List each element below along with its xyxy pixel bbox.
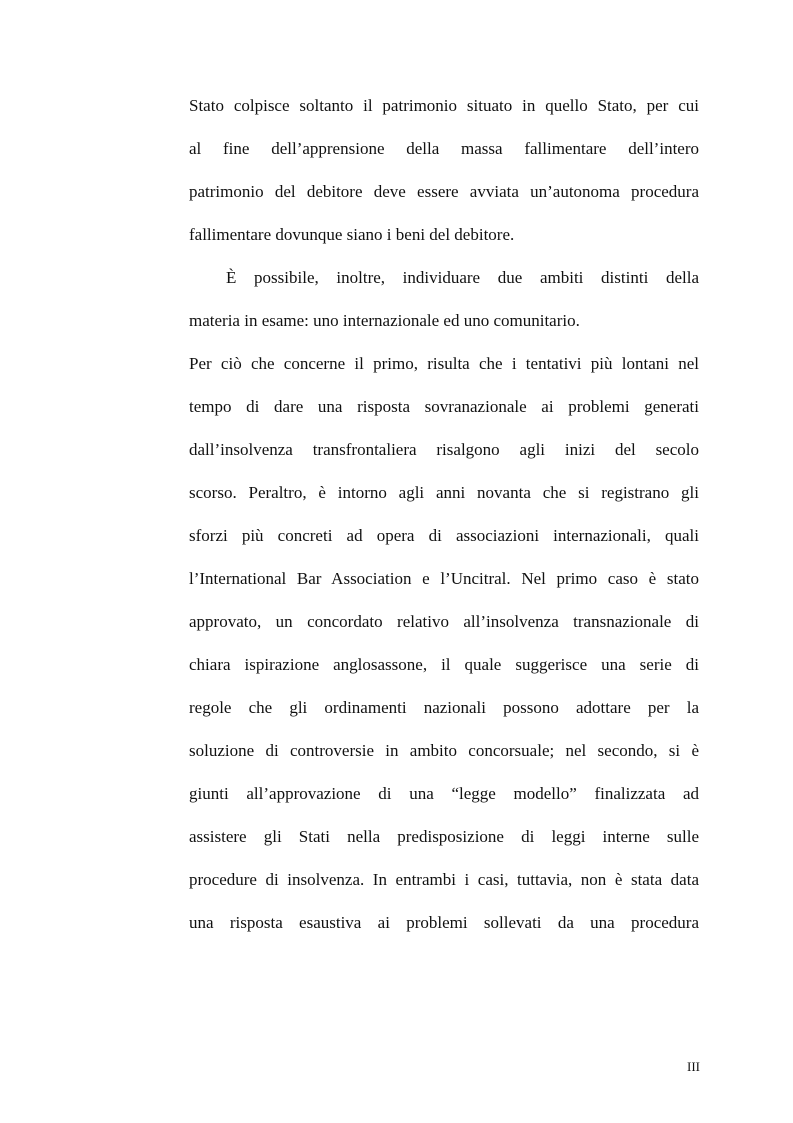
text-line: sforzi più concreti ad opera di associazioni internazionali, quali xyxy=(189,526,699,545)
text-line: soluzione di controversie in ambito concorsuale; nel secondo, si è xyxy=(189,741,699,760)
text-line: dall’insolvenza transfrontaliera risalgono agli inizi del secolo xyxy=(189,440,699,459)
text-line: Per ciò che concerne il primo, risulta che i tentativi più lontani nel xyxy=(189,354,699,373)
text-line: l’International Bar Association e l’Uncitral. Nel primo caso è stato xyxy=(189,569,699,588)
text-line: procedure di insolvenza. In entrambi i casi, tuttavia, non è stata data xyxy=(189,870,699,889)
text-line: una risposta esaustiva ai problemi sollevati da una procedura xyxy=(189,913,699,932)
text-line: materia in esame: uno internazionale ed uno comunitario. xyxy=(189,311,580,330)
text-line: Stato colpisce soltanto il patrimonio situato in quello Stato, per cui xyxy=(189,96,699,115)
text-line: fallimentare dovunque siano i beni del debitore. xyxy=(189,225,515,244)
text-line: È possibile, inoltre, individuare due ambiti distinti della xyxy=(226,268,699,287)
text-line: patrimonio del debitore deve essere avviata un’autonoma procedura xyxy=(189,182,699,201)
page-number: III xyxy=(687,1059,700,1074)
text-line: al fine dell’apprensione della massa fallimentare dell’intero xyxy=(189,139,699,158)
text-line: scorso. Peraltro, è intorno agli anni novanta che si registrano gli xyxy=(189,483,699,502)
body-text xyxy=(189,91,699,951)
text-line: giunti all’approvazione di una “legge modello” finalizzata ad xyxy=(189,784,699,803)
text-line: assistere gli Stati nella predisposizione di leggi interne sulle xyxy=(189,827,699,846)
text-line: tempo di dare una risposta sovranazionale ai problemi generati xyxy=(189,397,699,416)
text-line: regole che gli ordinamenti nazionali possono adottare per la xyxy=(189,698,699,717)
text-line: chiara ispirazione anglosassone, il quale suggerisce una serie di xyxy=(189,655,699,674)
text-line: approvato, un concordato relativo all’insolvenza transnazionale di xyxy=(189,612,699,631)
